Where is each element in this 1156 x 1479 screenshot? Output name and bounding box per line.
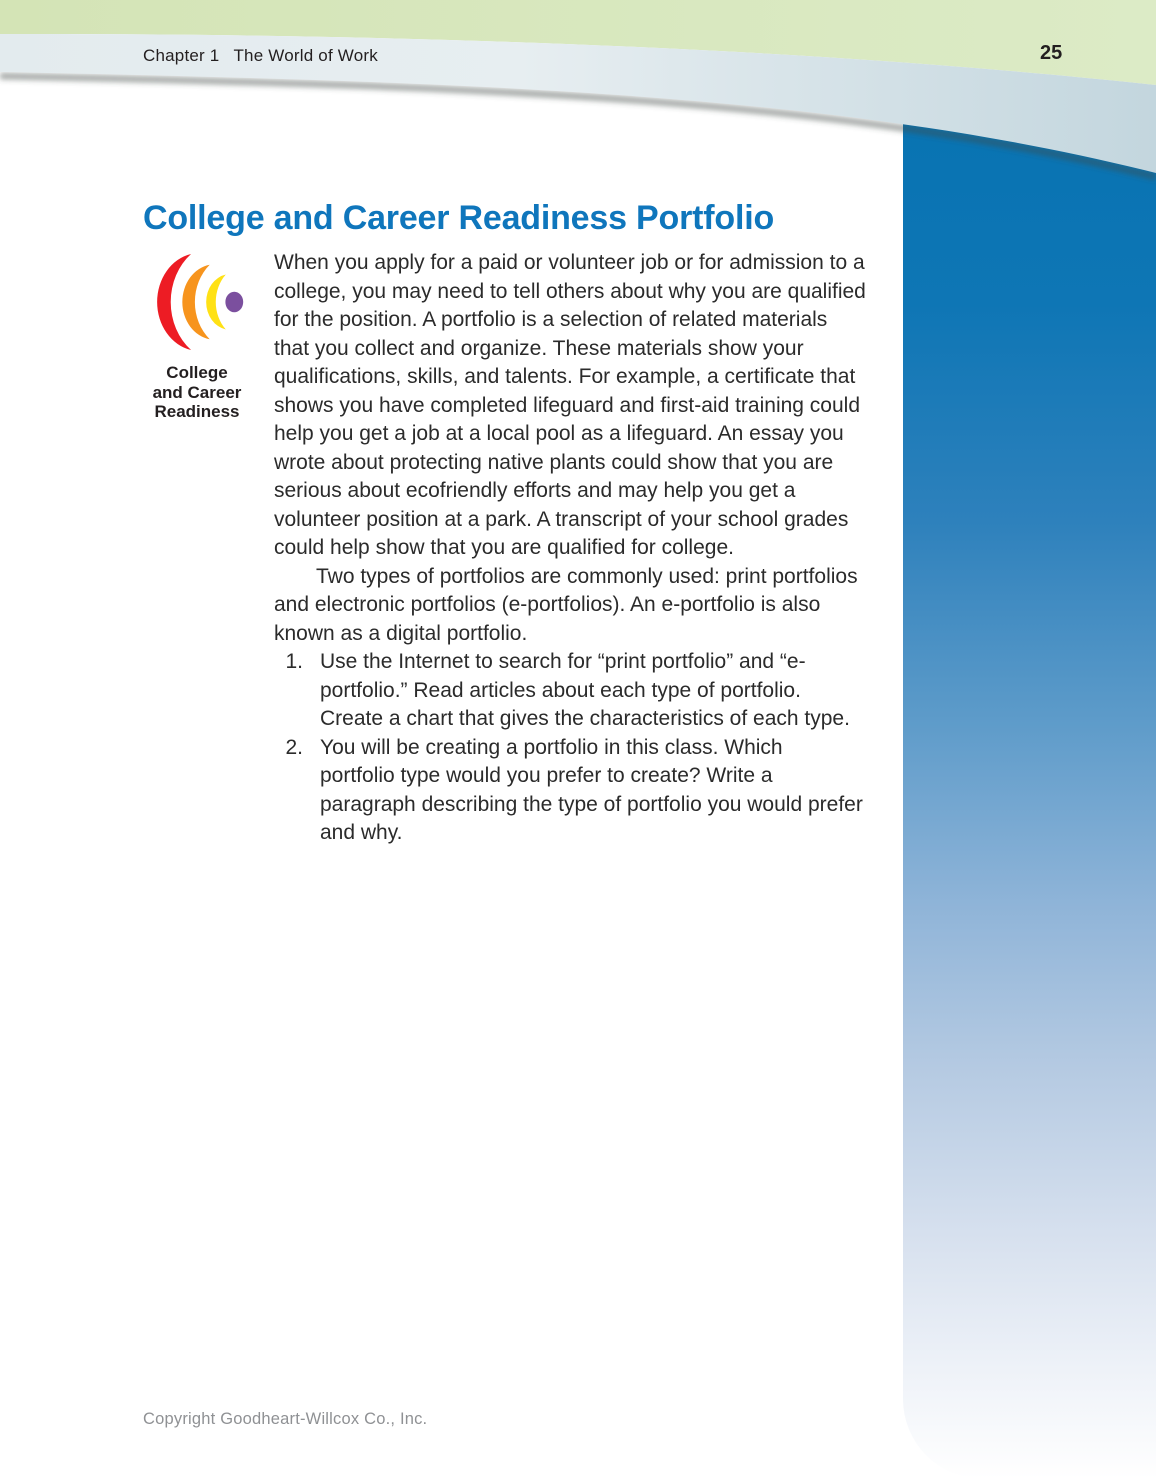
list-item-number: 2. [285, 735, 303, 759]
page-number: 25 [1040, 42, 1063, 64]
list-item-text: You will be creating a portfolio in this class. Which portfolio type would you prefer to create? Write a paragraph describing the type of portfolio you would prefer and why. [320, 735, 863, 844]
ccr-caption-line1: College [166, 363, 228, 382]
yellow-arc-icon [206, 275, 226, 330]
list-item-number: 1. [285, 650, 303, 673]
activity-list [274, 648, 866, 848]
purple-dot-icon [225, 292, 243, 313]
chapter-label: Chapter 1 [143, 46, 220, 65]
portfolio-types-paragraph: Two types of portfolios are commonly used: print portfolios and electronic portfolios (e-portfolios). An e-portfolio is also known as a digital portfolio. [274, 564, 858, 645]
running-head [143, 46, 378, 66]
ccr-caption-line3: Readiness [154, 402, 240, 421]
copyright-notice: Copyright Goodheart-Willcox Co., Inc. [143, 1410, 428, 1428]
body-text-column [274, 249, 866, 848]
list-item [274, 648, 866, 734]
header-swoosh-art [0, 0, 1156, 210]
section-title: College and Career Readiness Portfolio [143, 199, 775, 237]
ccr-logo-caption [145, 363, 249, 422]
chapter-title: The World of Work [233, 46, 378, 65]
orange-arc-icon [182, 265, 209, 339]
intro-paragraph: When you apply for a paid or volunteer job or for admission to a college, you may need to tell others about why you are qualified for the position. A portfolio is a selection of related materials that you collect and organize. These materials show your qualifications, skills, and talents. For example, a certificate that shows you have completed lifeguard and first-aid training could help you get a job at a local pool as a lifeguard. An essay you wrote about protecting native plants could show that you are serious about ecofriendly efforts and may help you get a volunteer position at a park. A transcript of your school grades could help show that you are qualified for college. [274, 251, 866, 559]
ccr-logo [145, 253, 255, 422]
ccr-arcs-icon [147, 253, 247, 351]
right-gradient-panel [903, 112, 1156, 1479]
ccr-caption-line2: and Career [152, 382, 242, 402]
list-item-text: Use the Internet to search for “print portfolio” and “e-portfolio.” Read articles about each type of portfolio. Create a chart that gives the characteristics of each type. [320, 650, 850, 730]
list-item [274, 734, 866, 848]
